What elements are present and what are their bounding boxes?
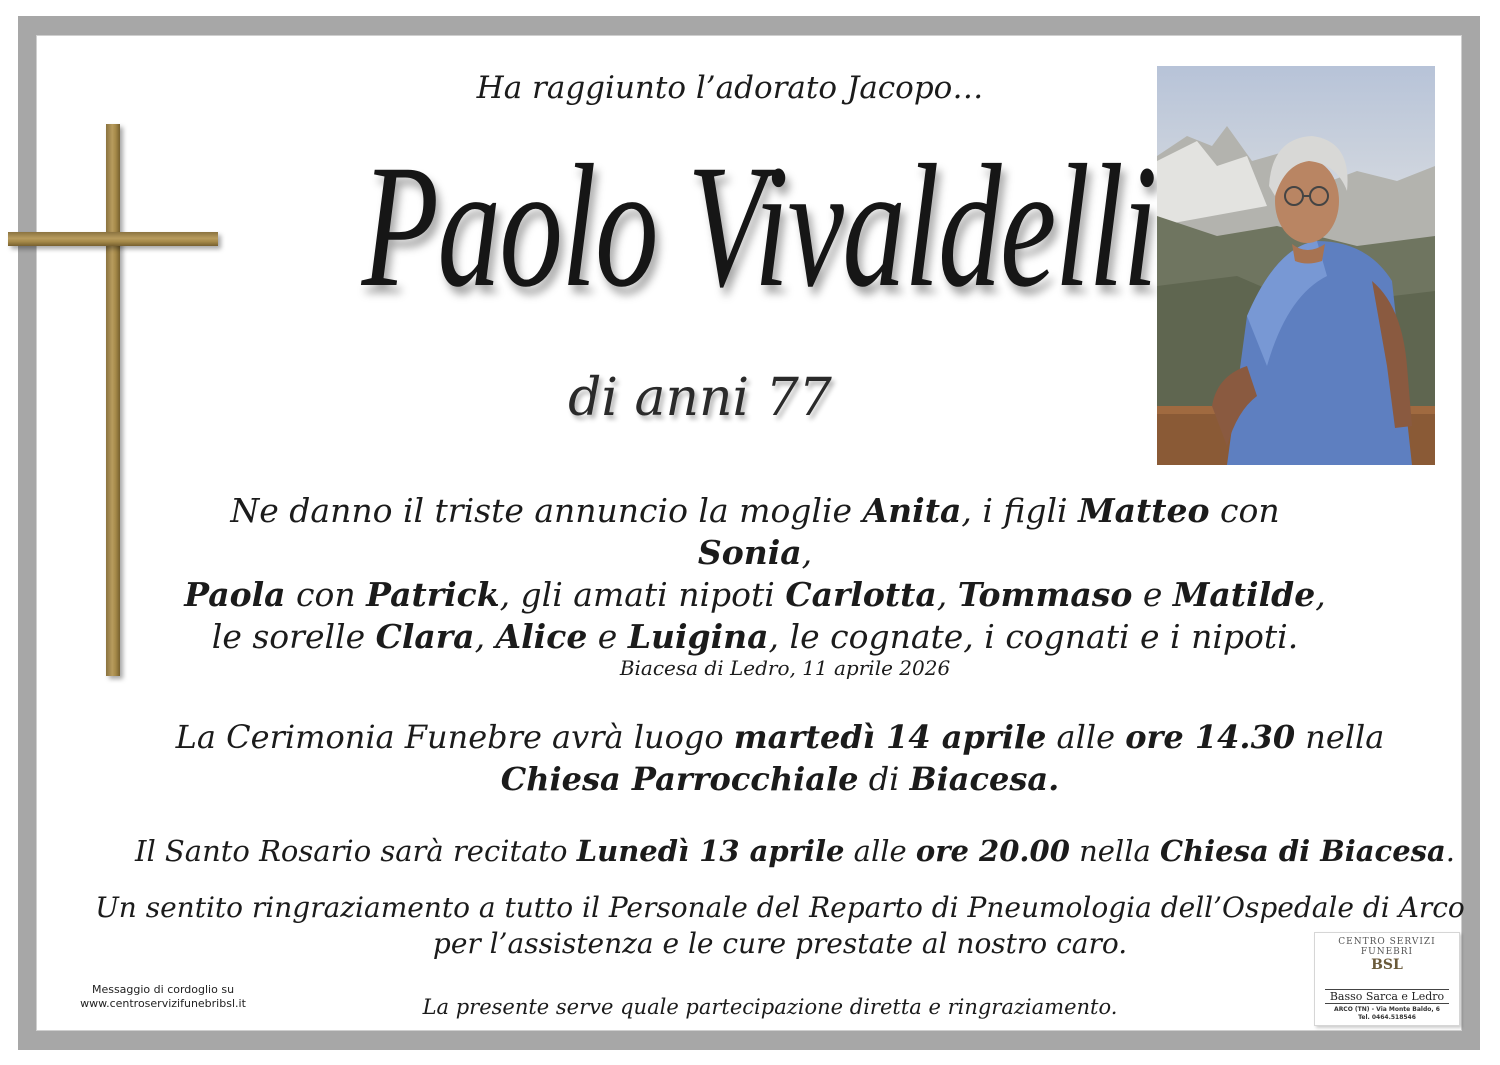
announcement-line-3: le sorelle Clara, Alice e Luigina, le cognate, i cognati e i nipoti. xyxy=(211,617,1299,656)
sister-name: Luigina xyxy=(627,617,769,656)
logo-top-text: CENTRO SERVIZI FUNEBRI xyxy=(1338,937,1436,957)
ceremony-paragraph xyxy=(130,716,1430,800)
sister-name: Alice xyxy=(495,617,588,656)
ceremony-day: martedì 14 aprile xyxy=(733,718,1047,756)
thanks-line-1: Un sentito ringraziamento a tutto il Personale del Reparto di Pneumologia dell’Ospedale di Arco xyxy=(95,891,1465,924)
condolence-label: Messaggio di cordoglio su xyxy=(91,983,235,996)
condolence-message xyxy=(58,983,268,1011)
ceremony-town: Biacesa. xyxy=(909,760,1060,798)
logo-address xyxy=(1315,1006,1459,1022)
son-name: Matteo xyxy=(1078,491,1210,530)
thanks-line-2: per l’assistenza e le cure prestate al nostro caro. xyxy=(432,927,1128,960)
cross-vertical-bar xyxy=(106,124,120,676)
sister-name: Clara xyxy=(375,617,475,656)
grandchild-name: Tommaso xyxy=(957,575,1133,614)
intro-line: Ha raggiunto l’adorato Jacopo… xyxy=(476,70,984,106)
ceremony-line-2: Chiesa Parrocchiale di Biacesa. xyxy=(500,760,1060,798)
rosary-day: Lunedì 13 aprile xyxy=(576,834,845,868)
funeral-home-logo xyxy=(1314,932,1460,1026)
logo-monogram: BSL xyxy=(1371,957,1403,973)
deceased-age: di anni 77 xyxy=(568,368,832,428)
son-partner-name: Sonia xyxy=(697,533,802,572)
thanks-paragraph xyxy=(80,890,1480,962)
closing-line: La presente serve quale partecipazione diretta e ringraziamento. xyxy=(422,995,1118,1019)
condolence-link[interactable]: www.centroservizifunebribsl.it xyxy=(80,997,246,1010)
place-date: Biacesa di Ledro, 11 aprile 2026 xyxy=(619,656,951,680)
announcement-paragraph xyxy=(170,490,1340,658)
rosary-line: Il Santo Rosario sarà recitato Lunedì 13 aprile alle ore 20.00 nella Chiesa di Biacesa. xyxy=(134,834,1455,868)
ceremony-time: ore 14.30 xyxy=(1125,718,1296,756)
grandchild-name: Matilde xyxy=(1172,575,1316,614)
portrait-illustration xyxy=(1157,66,1435,465)
deceased-name: Paolo Vivaldelli xyxy=(361,129,1157,324)
rosary-time: ore 20.00 xyxy=(915,834,1070,868)
logo-phone: Tel. 0464.518546 xyxy=(1358,1014,1416,1021)
logo-company-name: Basso Sarca e Ledro xyxy=(1325,989,1449,1004)
deceased-photo xyxy=(1157,66,1435,465)
grandchild-name: Carlotta xyxy=(785,575,937,614)
announcement-line-2: Paola con Patrick, gli amati nipoti Carlotta, Tommaso e Matilde, xyxy=(184,575,1326,614)
ceremony-line-1: La Cerimonia Funebre avrà luogo martedì 14 aprile alle ore 14.30 nella xyxy=(175,718,1385,756)
rosary-church: Chiesa di Biacesa xyxy=(1160,834,1446,868)
daughter-partner-name: Patrick xyxy=(366,575,500,614)
ceremony-church: Chiesa Parrocchiale xyxy=(500,760,859,798)
logo-address-line: ARCO (TN) - Via Monte Baldo, 6 xyxy=(1334,1006,1440,1013)
announcement-line-1: Ne danno il triste annuncio la moglie Anita, i figli Matteo con Sonia, xyxy=(230,491,1280,572)
daughter-name: Paola xyxy=(184,575,286,614)
wife-name: Anita xyxy=(862,491,962,530)
cross-horizontal-bar xyxy=(8,232,218,246)
